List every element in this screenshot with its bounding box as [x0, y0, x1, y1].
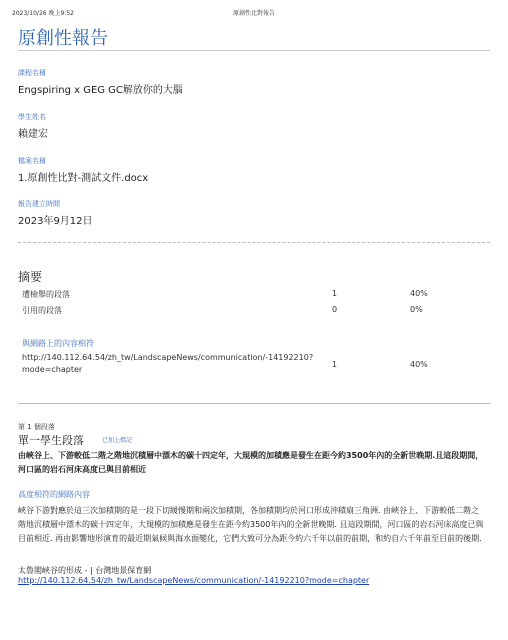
file-name-label: 檔案名稱: [18, 157, 46, 165]
student-name-field: [18, 112, 48, 140]
report-date-label: 報告建立時間: [18, 200, 60, 208]
student-text: 由峽谷上、下游較低二階之階地沉積層中漂木的碳十四定年，大規模的加積應是發生在距今約3500年內的全新世晚期.且這段期間，河口區的岩石河床高度已與目前相近: [18, 451, 484, 474]
matched-text: 峽谷下游對應於這三次加積期的是一段下切緩慢期和兩次加積期，各加積期均於河口形成沖積扇三角洲. 由峽谷上、下游較低二階之階地沉積層中漂木的碳十四定年，大規模的加積應是發生在距今約3500年內的全新世晚期. 且這段期間，河口區的岩石河床高度已與目前相近. 再由影響地形演育的最近期氣候與海水面變化，它們大致可分為距今約六千年以前的前期，和約自六千年前至目前的後期.: [18, 506, 484, 543]
title-divider: [18, 50, 490, 51]
source-name: 太魯閣峽谷的形成 - | 台灣地景保育網: [18, 566, 152, 575]
student-name-value: 賴建宏: [18, 129, 48, 140]
summary-row: [22, 305, 478, 317]
segment-flag-note: 已加上標記: [102, 437, 133, 444]
section-divider: [18, 403, 490, 404]
file-name-value: 1.原創性比對-測試文件.docx: [18, 173, 149, 184]
print-title: 原創性比對報告: [232, 10, 275, 17]
summary-row-count: 0: [332, 305, 338, 314]
segment-title: 單一學生段落: [18, 434, 84, 447]
summary-row-percent: 40%: [410, 289, 428, 298]
web-match-count: 1: [332, 360, 338, 369]
section-divider: [18, 242, 490, 243]
summary-row-label: 遭檢舉的段落: [22, 290, 70, 299]
summary-row-percent: 0%: [410, 305, 423, 314]
summary-heading: 摘要: [18, 270, 43, 284]
print-date: 2023/10/26 晚上9:52: [12, 10, 74, 17]
course-name-field: [18, 68, 183, 96]
web-match-url: http://140.112.64.54/zh_tw/LandscapeNews/communication/-14192210?mode=chapter: [22, 353, 314, 374]
match-heading: 高度相符的網路內容: [18, 490, 90, 499]
course-name-value: Engspiring x GEG GC解放你的大腦: [18, 85, 183, 96]
summary-row-label: 引用的段落: [22, 306, 62, 315]
file-name-field: [18, 156, 148, 184]
report-date-field: [18, 199, 93, 227]
summary-row-count: 1: [332, 289, 338, 298]
web-match-percent: 40%: [410, 360, 428, 369]
summary-row: [22, 289, 478, 301]
report-title: 原創性報告: [18, 28, 108, 49]
segment-number: 第 1 個段落: [18, 423, 55, 431]
course-name-label: 課程名稱: [18, 69, 46, 77]
report-date-value: 2023年9月12日: [18, 216, 93, 227]
web-matches-heading: 與網路上的內容相符: [22, 339, 94, 348]
source-link[interactable]: http://140.112.64.54/zh_tw/LandscapeNews/communication/-14192210?mode=chapter: [18, 576, 370, 585]
student-name-label: 學生姓名: [18, 113, 46, 121]
